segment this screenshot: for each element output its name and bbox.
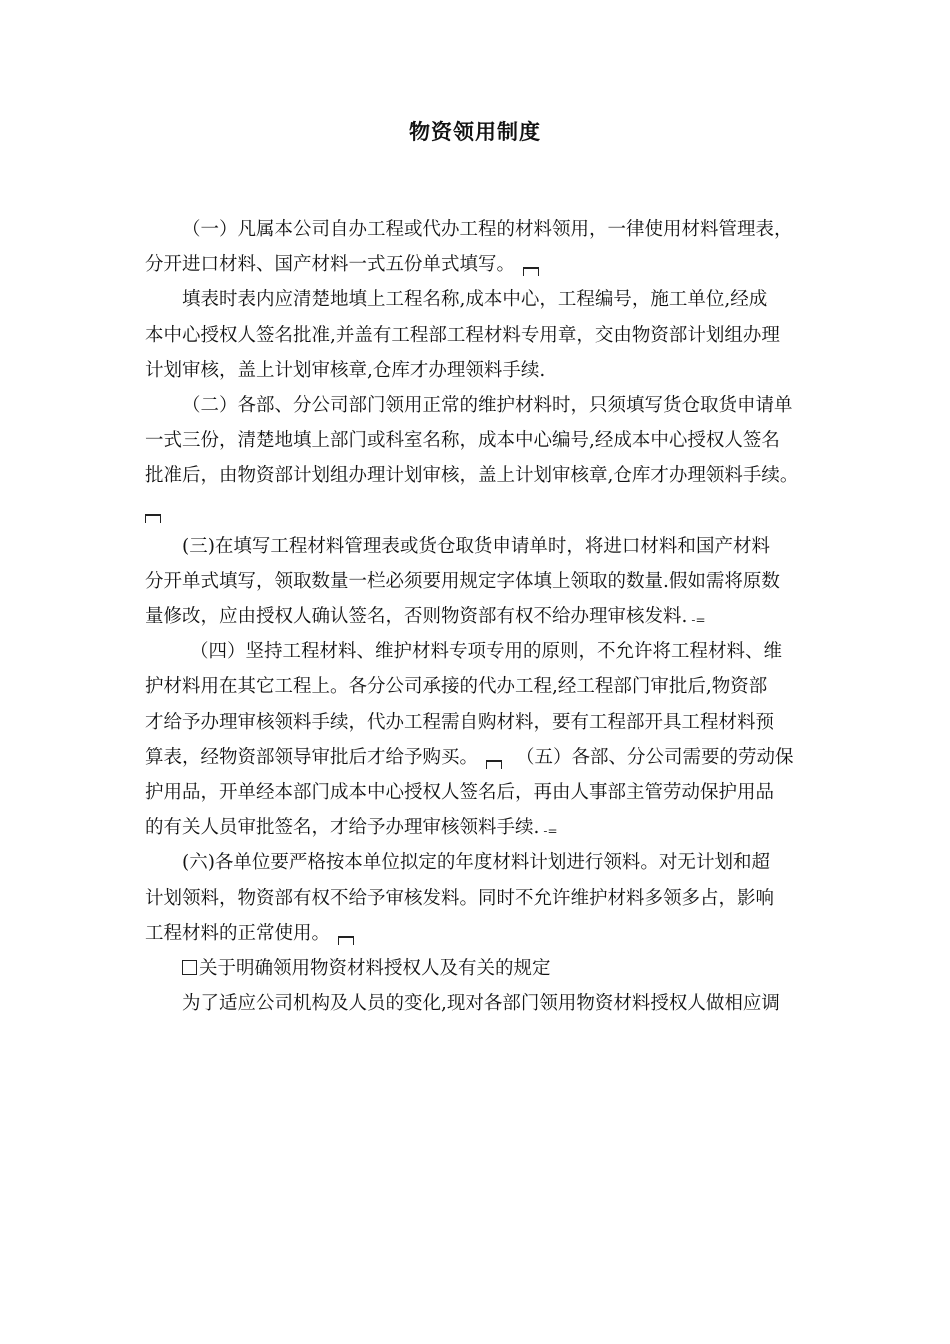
paragraph-line: 一式三份，清楚地填上部门或科室名称，成本中心编号,经成本中心授权人签名: [145, 430, 780, 452]
paragraph-line: (三)在填写工程材料管理表或货仓取货申请单时，将进口材料和国产材料: [182, 535, 770, 557]
paragraph-line: 计划审核，盖上计划审核章,仓库才办理领料手续.: [145, 359, 546, 381]
paragraph-line: 分开进口材料、国产材料一式五份单式填写。: [145, 247, 825, 282]
document-body: [145, 212, 825, 1021]
paragraph-mark-icon: [338, 936, 354, 945]
paragraph-line: 计划领料，物资部有权不给予审核发料。同时不允许维护材料多领多占，影响: [145, 887, 775, 909]
paragraph-line: 的有关人员审批签名，才给予办理审核领料手续. -=: [145, 810, 825, 845]
paragraph-mark-icon: [523, 267, 539, 276]
paragraph-mark-icon: [145, 514, 161, 523]
page-title: 物资领用制度: [409, 120, 541, 144]
paragraph-line: 才给予办理审核领料手续，代办工程需自购材料，要有工程部开具工程材料预: [145, 711, 775, 733]
paragraph-line: (六)各单位要严格按本单位拟定的年度材料计划进行领料。对无计划和超: [182, 852, 770, 874]
paragraph-line: 护材料用在其它工程上。各分公司承接的代办工程,经工程部门审批后,物资部: [145, 676, 768, 698]
paragraph-line: [145, 494, 825, 529]
paragraph-line: 本中心授权人签名批准,并盖有工程部工程材料专用章，交由物资部计划组办理: [145, 324, 780, 346]
checkbox-icon: [182, 960, 197, 975]
paragraph-line: 工程材料的正常使用。: [145, 916, 825, 951]
paragraph-line: 填表时表内应清楚地填上工程名称,成本中心，工程编号，施工单位,经成: [182, 289, 768, 311]
paragraph-line: 分开单式填写，领取数量一栏必须要用规定字体填上领取的数量.假如需将原数: [145, 570, 780, 592]
sub-heading: 关于明确领用物资材料授权人及有关的规定: [145, 951, 825, 986]
paragraph-line: （二）各部、分公司部门领用正常的维护材料时，只须填写货仓取货申请单: [182, 394, 793, 416]
paragraph-line: 为了适应公司机构及人员的变化,现对各部门领用物资材料授权人做相应调: [182, 993, 780, 1015]
equals-mark-icon: -=: [691, 613, 706, 628]
equals-mark-icon: -=: [543, 824, 558, 839]
paragraph-line: （一）凡属本公司自办工程或代办工程的材料领用，一律使用材料管理表，: [182, 219, 793, 240]
paragraph-line: 量修改，应由授权人确认签名，否则物资部有权不给办理审核发料. -=: [145, 599, 825, 634]
paragraph-mark-icon: [486, 760, 502, 769]
paragraph-line: （四）坚持工程材料、维护材料专项专用的原则，不允许将工程材料、维: [190, 641, 783, 663]
paragraph-line: 算表，经物资部领导审批后才给予购买。 （五）各部、分公司需要的劳动保: [145, 746, 794, 768]
paragraph-line: 护用品，开单经本部门成本中心授权人签名后，再由人事部主管劳动保护用品: [145, 782, 775, 803]
paragraph-line: 批准后，由物资部计划组办理计划审核，盖上计划审核章,仓库才办理领料手续。: [145, 465, 799, 487]
